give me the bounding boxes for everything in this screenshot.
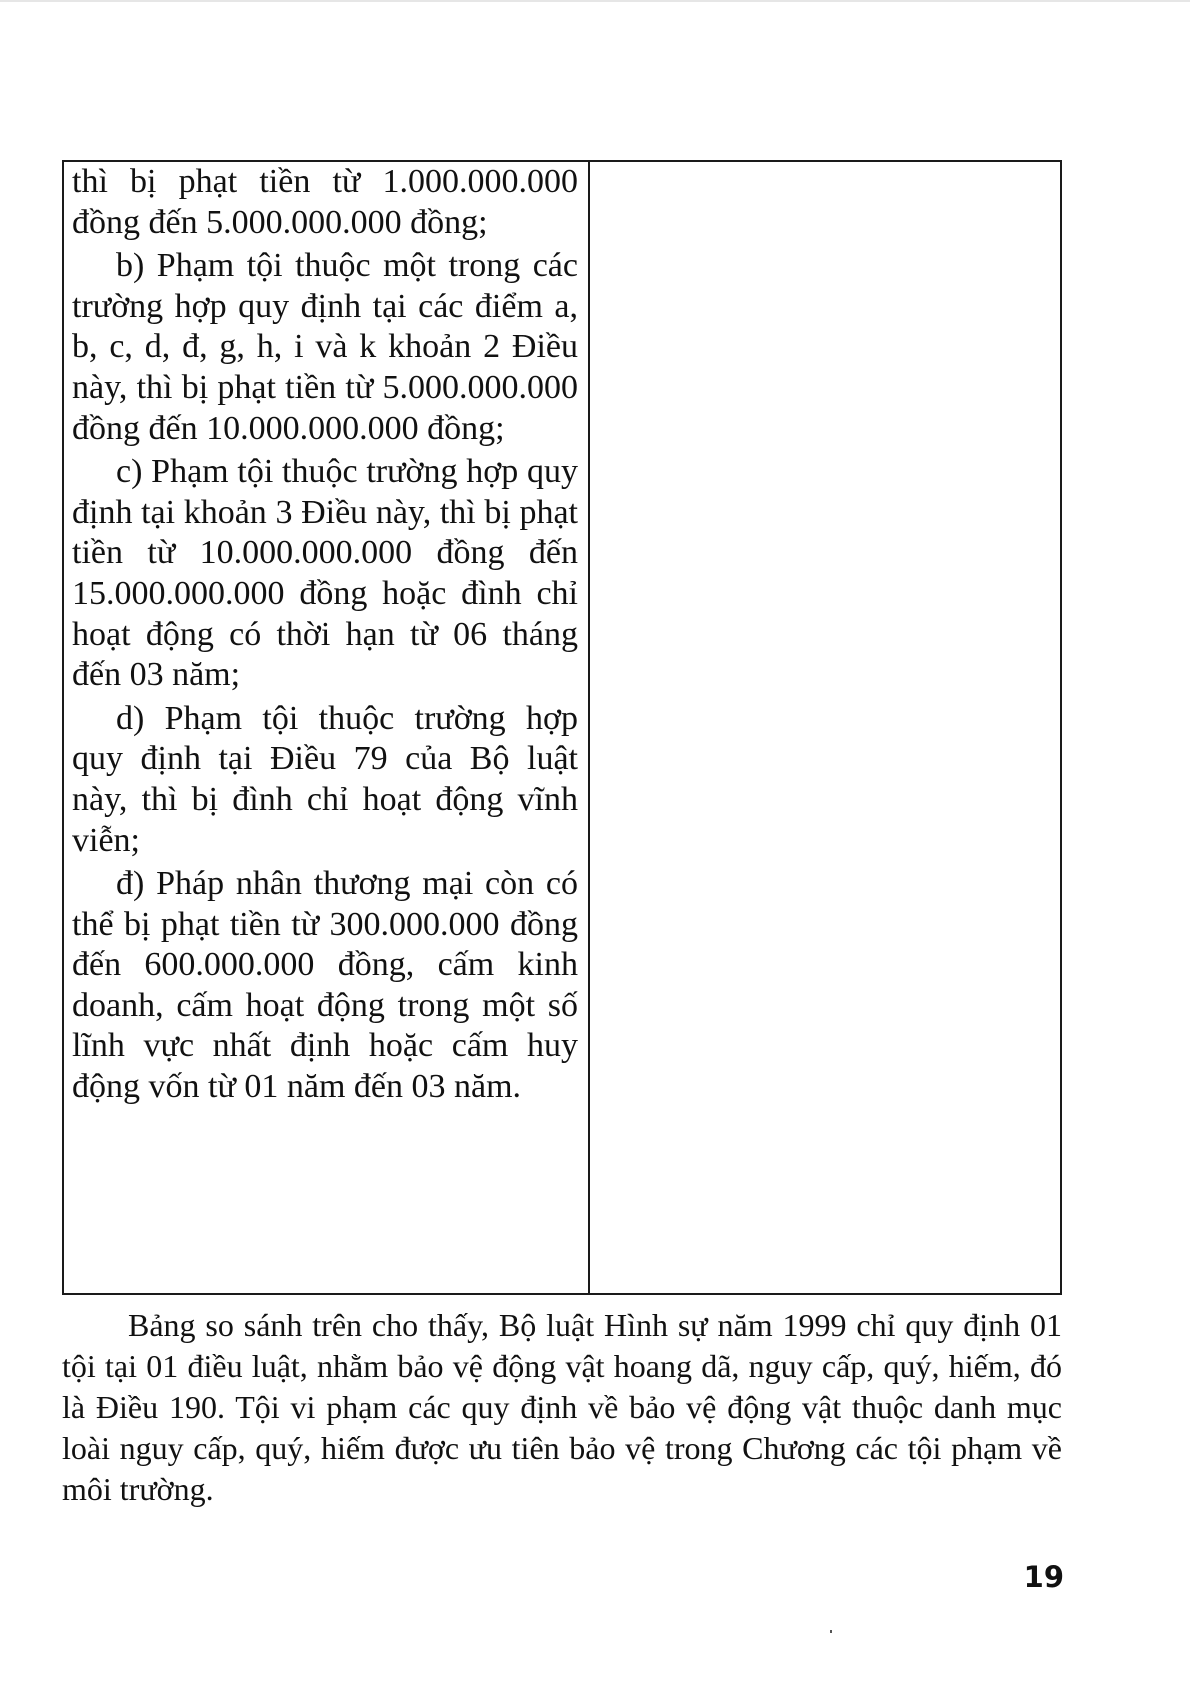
scan-speck <box>830 1630 832 1633</box>
table-right-column <box>590 162 1060 1293</box>
table-paragraph-b: b) Phạm tội thuộc một trong các trường hợp quy định tại các điểm a, b, c, d, đ, g, h, i và k khoản 2 Điều này, thì bị phạt tiền từ 5.000.000.000 đồng đến 10.000.000.000 đồng; <box>72 247 578 447</box>
table-paragraph-dd: đ) Pháp nhân thương mại còn có thể bị phạt tiền từ 300.000.000 đồng đến 600.000.000 đồng, cấm kinh doanh, cấm hoạt động trong một số lĩnh vực nhất định hoặc cấm huy động vốn từ 01 năm đến 03 năm. <box>72 865 578 1106</box>
comparison-table <box>62 160 1062 1295</box>
table-paragraph-d: d) Phạm tội thuộc trường hợp quy định tại Điều 79 của Bộ luật này, thì bị đình chỉ hoạt động vĩnh viễn; <box>72 699 578 859</box>
table-left-column <box>64 162 590 1293</box>
table-paragraph-continuation: thì bị phạt tiền từ 1.000.000.000 đồng đến 5.000.000.000 đồng; <box>72 163 578 241</box>
body-paragraph: Bảng so sánh trên cho thấy, Bộ luật Hình sự năm 1999 chỉ quy định 01 tội tại 01 điều luật, nhằm bảo vệ động vật hoang dã, nguy cấp, quý, hiếm, đó là Điều 190. Tội vi phạm các quy định về bảo vệ động vật thuộc danh mục loài nguy cấp, quý, hiếm được ưu tiên bảo vệ trong Chương các tội phạm về môi trường. <box>62 1307 1062 1507</box>
table-paragraph-c: c) Phạm tội thuộc trường hợp quy định tại khoản 3 Điều này, thì bị phạt tiền từ 10.000.000.000 đồng đến 15.000.000.000 đồng hoặc đình chỉ hoạt động có thời hạn từ 06 tháng đến 03 năm; <box>72 453 578 694</box>
page-top-edge <box>0 0 1190 2</box>
page-number: 19 <box>1023 1560 1064 1594</box>
